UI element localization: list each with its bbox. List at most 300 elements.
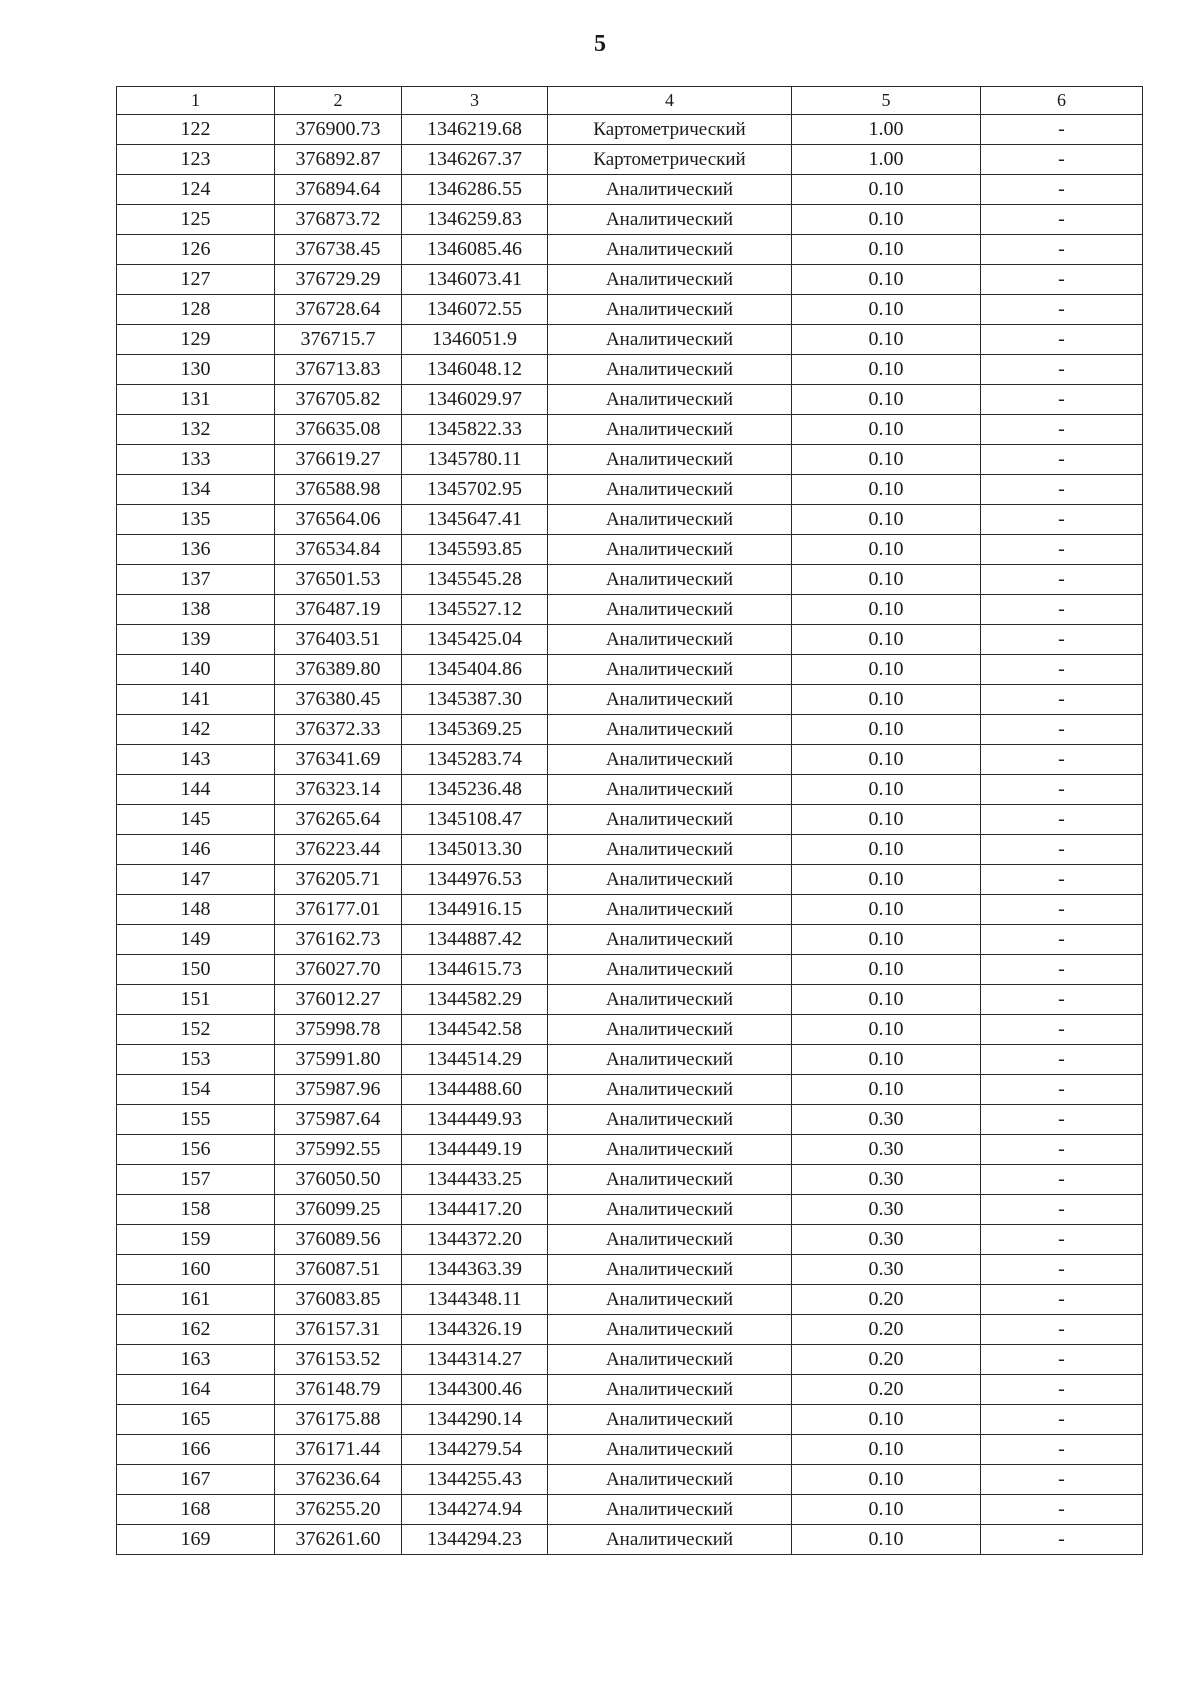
point-number-cell: 130 — [117, 355, 275, 385]
table-row — [117, 1525, 1143, 1555]
point-number-cell: 124 — [117, 175, 275, 205]
table-row — [117, 1285, 1143, 1315]
accuracy-cell: 0.10 — [792, 355, 981, 385]
table-row — [117, 775, 1143, 805]
point-number-cell: 162 — [117, 1315, 275, 1345]
table-row — [117, 715, 1143, 745]
point-number-cell: 128 — [117, 295, 275, 325]
note-cell: - — [981, 205, 1143, 235]
point-number-cell: 156 — [117, 1135, 275, 1165]
x-coordinate-cell: 376715.7 — [275, 325, 402, 355]
x-coordinate-cell: 376261.60 — [275, 1525, 402, 1555]
y-coordinate-cell: 1346073.41 — [402, 265, 548, 295]
table-row — [117, 625, 1143, 655]
method-cell: Аналитический — [548, 1375, 792, 1405]
method-cell: Аналитический — [548, 715, 792, 745]
method-cell: Аналитический — [548, 445, 792, 475]
column-header: 5 — [792, 87, 981, 115]
coordinates-table — [116, 86, 1143, 1555]
x-coordinate-cell: 376255.20 — [275, 1495, 402, 1525]
x-coordinate-cell: 376223.44 — [275, 835, 402, 865]
y-coordinate-cell: 1345647.41 — [402, 505, 548, 535]
note-cell: - — [981, 505, 1143, 535]
note-cell: - — [981, 1105, 1143, 1135]
point-number-cell: 154 — [117, 1075, 275, 1105]
note-cell: - — [981, 1465, 1143, 1495]
note-cell: - — [981, 415, 1143, 445]
table-row — [117, 1105, 1143, 1135]
method-cell: Аналитический — [548, 595, 792, 625]
table-row — [117, 535, 1143, 565]
note-cell: - — [981, 1015, 1143, 1045]
table-row — [117, 835, 1143, 865]
point-number-cell: 153 — [117, 1045, 275, 1075]
method-cell: Аналитический — [548, 1105, 792, 1135]
table-row — [117, 1195, 1143, 1225]
note-cell: - — [981, 595, 1143, 625]
x-coordinate-cell: 376099.25 — [275, 1195, 402, 1225]
method-cell: Аналитический — [548, 1525, 792, 1555]
y-coordinate-cell: 1345527.12 — [402, 595, 548, 625]
accuracy-cell: 0.10 — [792, 865, 981, 895]
x-coordinate-cell: 376403.51 — [275, 625, 402, 655]
note-cell: - — [981, 1315, 1143, 1345]
table-row — [117, 295, 1143, 325]
x-coordinate-cell: 375992.55 — [275, 1135, 402, 1165]
accuracy-cell: 0.10 — [792, 1045, 981, 1075]
table-row — [117, 1135, 1143, 1165]
accuracy-cell: 0.10 — [792, 475, 981, 505]
accuracy-cell: 0.10 — [792, 1015, 981, 1045]
accuracy-cell: 0.30 — [792, 1165, 981, 1195]
table-row — [117, 175, 1143, 205]
accuracy-cell: 0.10 — [792, 775, 981, 805]
accuracy-cell: 0.10 — [792, 1075, 981, 1105]
point-number-cell: 151 — [117, 985, 275, 1015]
note-cell: - — [981, 865, 1143, 895]
method-cell: Аналитический — [548, 625, 792, 655]
note-cell: - — [981, 1075, 1143, 1105]
method-cell: Аналитический — [548, 865, 792, 895]
accuracy-cell: 0.10 — [792, 625, 981, 655]
x-coordinate-cell: 376900.73 — [275, 115, 402, 145]
x-coordinate-cell: 375991.80 — [275, 1045, 402, 1075]
note-cell: - — [981, 1045, 1143, 1075]
y-coordinate-cell: 1344326.19 — [402, 1315, 548, 1345]
y-coordinate-cell: 1345425.04 — [402, 625, 548, 655]
y-coordinate-cell: 1344582.29 — [402, 985, 548, 1015]
y-coordinate-cell: 1344542.58 — [402, 1015, 548, 1045]
method-cell: Аналитический — [548, 835, 792, 865]
y-coordinate-cell: 1344514.29 — [402, 1045, 548, 1075]
note-cell: - — [981, 565, 1143, 595]
table-row — [117, 685, 1143, 715]
x-coordinate-cell: 376705.82 — [275, 385, 402, 415]
note-cell: - — [981, 1255, 1143, 1285]
y-coordinate-cell: 1346286.55 — [402, 175, 548, 205]
x-coordinate-cell: 376894.64 — [275, 175, 402, 205]
note-cell: - — [981, 1165, 1143, 1195]
note-cell: - — [981, 325, 1143, 355]
method-cell: Аналитический — [548, 505, 792, 535]
x-coordinate-cell: 376012.27 — [275, 985, 402, 1015]
point-number-cell: 148 — [117, 895, 275, 925]
accuracy-cell: 1.00 — [792, 145, 981, 175]
table-row — [117, 1375, 1143, 1405]
x-coordinate-cell: 376501.53 — [275, 565, 402, 595]
point-number-cell: 146 — [117, 835, 275, 865]
y-coordinate-cell: 1344449.93 — [402, 1105, 548, 1135]
x-coordinate-cell: 376265.64 — [275, 805, 402, 835]
x-coordinate-cell: 376153.52 — [275, 1345, 402, 1375]
column-header: 2 — [275, 87, 402, 115]
point-number-cell: 157 — [117, 1165, 275, 1195]
method-cell: Аналитический — [548, 1165, 792, 1195]
x-coordinate-cell: 376087.51 — [275, 1255, 402, 1285]
method-cell: Аналитический — [548, 775, 792, 805]
column-header: 1 — [117, 87, 275, 115]
accuracy-cell: 0.10 — [792, 325, 981, 355]
y-coordinate-cell: 1345387.30 — [402, 685, 548, 715]
x-coordinate-cell: 376205.71 — [275, 865, 402, 895]
note-cell: - — [981, 655, 1143, 685]
method-cell: Аналитический — [548, 655, 792, 685]
table-row — [117, 235, 1143, 265]
point-number-cell: 164 — [117, 1375, 275, 1405]
note-cell: - — [981, 475, 1143, 505]
table-row — [117, 1165, 1143, 1195]
y-coordinate-cell: 1344300.46 — [402, 1375, 548, 1405]
x-coordinate-cell: 376389.80 — [275, 655, 402, 685]
x-coordinate-cell: 376619.27 — [275, 445, 402, 475]
accuracy-cell: 0.10 — [792, 835, 981, 865]
x-coordinate-cell: 376729.29 — [275, 265, 402, 295]
method-cell: Аналитический — [548, 565, 792, 595]
point-number-cell: 136 — [117, 535, 275, 565]
note-cell: - — [981, 775, 1143, 805]
accuracy-cell: 0.20 — [792, 1285, 981, 1315]
accuracy-cell: 0.10 — [792, 445, 981, 475]
x-coordinate-cell: 376380.45 — [275, 685, 402, 715]
accuracy-cell: 0.20 — [792, 1315, 981, 1345]
accuracy-cell: 0.10 — [792, 955, 981, 985]
note-cell: - — [981, 1195, 1143, 1225]
y-coordinate-cell: 1344372.20 — [402, 1225, 548, 1255]
note-cell: - — [981, 1345, 1143, 1375]
method-cell: Аналитический — [548, 205, 792, 235]
x-coordinate-cell: 376236.64 — [275, 1465, 402, 1495]
note-cell: - — [981, 715, 1143, 745]
x-coordinate-cell: 376588.98 — [275, 475, 402, 505]
x-coordinate-cell: 376175.88 — [275, 1405, 402, 1435]
note-cell: - — [981, 1375, 1143, 1405]
table-row — [117, 1315, 1143, 1345]
method-cell: Аналитический — [548, 985, 792, 1015]
y-coordinate-cell: 1345369.25 — [402, 715, 548, 745]
note-cell: - — [981, 385, 1143, 415]
note-cell: - — [981, 625, 1143, 655]
y-coordinate-cell: 1346048.12 — [402, 355, 548, 385]
x-coordinate-cell: 376162.73 — [275, 925, 402, 955]
table-row — [117, 445, 1143, 475]
accuracy-cell: 0.30 — [792, 1135, 981, 1165]
accuracy-cell: 1.00 — [792, 115, 981, 145]
y-coordinate-cell: 1345780.11 — [402, 445, 548, 475]
accuracy-cell: 0.10 — [792, 505, 981, 535]
point-number-cell: 152 — [117, 1015, 275, 1045]
x-coordinate-cell: 376323.14 — [275, 775, 402, 805]
table-row — [117, 955, 1143, 985]
point-number-cell: 138 — [117, 595, 275, 625]
y-coordinate-cell: 1345236.48 — [402, 775, 548, 805]
table-body — [117, 87, 1143, 1555]
point-number-cell: 133 — [117, 445, 275, 475]
y-coordinate-cell: 1346219.68 — [402, 115, 548, 145]
method-cell: Аналитический — [548, 325, 792, 355]
note-cell: - — [981, 445, 1143, 475]
x-coordinate-cell: 376148.79 — [275, 1375, 402, 1405]
y-coordinate-cell: 1346267.37 — [402, 145, 548, 175]
point-number-cell: 168 — [117, 1495, 275, 1525]
y-coordinate-cell: 1345404.86 — [402, 655, 548, 685]
y-coordinate-cell: 1345822.33 — [402, 415, 548, 445]
y-coordinate-cell: 1346085.46 — [402, 235, 548, 265]
method-cell: Аналитический — [548, 1315, 792, 1345]
x-coordinate-cell: 376635.08 — [275, 415, 402, 445]
method-cell: Аналитический — [548, 1495, 792, 1525]
x-coordinate-cell: 376157.31 — [275, 1315, 402, 1345]
method-cell: Аналитический — [548, 685, 792, 715]
y-coordinate-cell: 1345545.28 — [402, 565, 548, 595]
point-number-cell: 150 — [117, 955, 275, 985]
x-coordinate-cell: 375987.64 — [275, 1105, 402, 1135]
y-coordinate-cell: 1345013.30 — [402, 835, 548, 865]
point-number-cell: 122 — [117, 115, 275, 145]
x-coordinate-cell: 376341.69 — [275, 745, 402, 775]
method-cell: Аналитический — [548, 415, 792, 445]
point-number-cell: 126 — [117, 235, 275, 265]
table-row — [117, 1255, 1143, 1285]
note-cell: - — [981, 145, 1143, 175]
point-number-cell: 167 — [117, 1465, 275, 1495]
point-number-cell: 143 — [117, 745, 275, 775]
method-cell: Аналитический — [548, 385, 792, 415]
point-number-cell: 134 — [117, 475, 275, 505]
point-number-cell: 135 — [117, 505, 275, 535]
method-cell: Аналитический — [548, 535, 792, 565]
point-number-cell: 161 — [117, 1285, 275, 1315]
x-coordinate-cell: 376534.84 — [275, 535, 402, 565]
y-coordinate-cell: 1346029.97 — [402, 385, 548, 415]
method-cell: Аналитический — [548, 805, 792, 835]
y-coordinate-cell: 1344433.25 — [402, 1165, 548, 1195]
method-cell: Аналитический — [548, 1345, 792, 1375]
y-coordinate-cell: 1344916.15 — [402, 895, 548, 925]
method-cell: Аналитический — [548, 1435, 792, 1465]
y-coordinate-cell: 1344887.42 — [402, 925, 548, 955]
method-cell: Аналитический — [548, 1255, 792, 1285]
accuracy-cell: 0.10 — [792, 1435, 981, 1465]
y-coordinate-cell: 1345702.95 — [402, 475, 548, 505]
accuracy-cell: 0.30 — [792, 1225, 981, 1255]
x-coordinate-cell: 376089.56 — [275, 1225, 402, 1255]
accuracy-cell: 0.10 — [792, 205, 981, 235]
table-row — [117, 115, 1143, 145]
table-row — [117, 1465, 1143, 1495]
table-row — [117, 985, 1143, 1015]
note-cell: - — [981, 955, 1143, 985]
x-coordinate-cell: 376171.44 — [275, 1435, 402, 1465]
point-number-cell: 123 — [117, 145, 275, 175]
note-cell: - — [981, 895, 1143, 925]
y-coordinate-cell: 1344363.39 — [402, 1255, 548, 1285]
y-coordinate-cell: 1344488.60 — [402, 1075, 548, 1105]
method-cell: Аналитический — [548, 295, 792, 325]
point-number-cell: 165 — [117, 1405, 275, 1435]
method-cell: Аналитический — [548, 355, 792, 385]
table-row — [117, 1405, 1143, 1435]
accuracy-cell: 0.10 — [792, 715, 981, 745]
note-cell: - — [981, 1495, 1143, 1525]
method-cell: Аналитический — [548, 1015, 792, 1045]
point-number-cell: 147 — [117, 865, 275, 895]
point-number-cell: 158 — [117, 1195, 275, 1225]
x-coordinate-cell: 375987.96 — [275, 1075, 402, 1105]
y-coordinate-cell: 1346051.9 — [402, 325, 548, 355]
accuracy-cell: 0.10 — [792, 175, 981, 205]
table-row — [117, 745, 1143, 775]
table-row — [117, 655, 1143, 685]
note-cell: - — [981, 1225, 1143, 1255]
accuracy-cell: 0.30 — [792, 1255, 981, 1285]
note-cell: - — [981, 295, 1143, 325]
note-cell: - — [981, 535, 1143, 565]
table-row — [117, 1435, 1143, 1465]
note-cell: - — [981, 745, 1143, 775]
table-row — [117, 805, 1143, 835]
point-number-cell: 159 — [117, 1225, 275, 1255]
note-cell: - — [981, 1285, 1143, 1315]
method-cell: Аналитический — [548, 895, 792, 925]
x-coordinate-cell: 376050.50 — [275, 1165, 402, 1195]
column-header: 4 — [548, 87, 792, 115]
y-coordinate-cell: 1344449.19 — [402, 1135, 548, 1165]
accuracy-cell: 0.20 — [792, 1375, 981, 1405]
table-row — [117, 1495, 1143, 1525]
note-cell: - — [981, 985, 1143, 1015]
y-coordinate-cell: 1344314.27 — [402, 1345, 548, 1375]
accuracy-cell: 0.30 — [792, 1195, 981, 1225]
point-number-cell: 127 — [117, 265, 275, 295]
method-cell: Аналитический — [548, 925, 792, 955]
x-coordinate-cell: 376892.87 — [275, 145, 402, 175]
x-coordinate-cell: 376728.64 — [275, 295, 402, 325]
accuracy-cell: 0.10 — [792, 235, 981, 265]
accuracy-cell: 0.10 — [792, 895, 981, 925]
point-number-cell: 144 — [117, 775, 275, 805]
table-row — [117, 925, 1143, 955]
note-cell: - — [981, 1405, 1143, 1435]
accuracy-cell: 0.10 — [792, 1465, 981, 1495]
accuracy-cell: 0.10 — [792, 745, 981, 775]
table-row — [117, 1225, 1143, 1255]
note-cell: - — [981, 115, 1143, 145]
y-coordinate-cell: 1344417.20 — [402, 1195, 548, 1225]
table-row — [117, 895, 1143, 925]
table-row — [117, 475, 1143, 505]
accuracy-cell: 0.20 — [792, 1345, 981, 1375]
x-coordinate-cell: 376564.06 — [275, 505, 402, 535]
accuracy-cell: 0.30 — [792, 1105, 981, 1135]
table-row — [117, 565, 1143, 595]
x-coordinate-cell: 376177.01 — [275, 895, 402, 925]
x-coordinate-cell: 376372.33 — [275, 715, 402, 745]
point-number-cell: 132 — [117, 415, 275, 445]
method-cell: Аналитический — [548, 1075, 792, 1105]
note-cell: - — [981, 235, 1143, 265]
y-coordinate-cell: 1344255.43 — [402, 1465, 548, 1495]
x-coordinate-cell: 376083.85 — [275, 1285, 402, 1315]
note-cell: - — [981, 355, 1143, 385]
note-cell: - — [981, 805, 1143, 835]
table-header-row — [117, 87, 1143, 115]
accuracy-cell: 0.10 — [792, 985, 981, 1015]
table-row — [117, 265, 1143, 295]
method-cell: Аналитический — [548, 475, 792, 505]
y-coordinate-cell: 1345283.74 — [402, 745, 548, 775]
accuracy-cell: 0.10 — [792, 265, 981, 295]
method-cell: Аналитический — [548, 175, 792, 205]
point-number-cell: 169 — [117, 1525, 275, 1555]
method-cell: Аналитический — [548, 1135, 792, 1165]
x-coordinate-cell: 376487.19 — [275, 595, 402, 625]
accuracy-cell: 0.10 — [792, 295, 981, 325]
table-row — [117, 595, 1143, 625]
point-number-cell: 142 — [117, 715, 275, 745]
column-header: 3 — [402, 87, 548, 115]
point-number-cell: 149 — [117, 925, 275, 955]
x-coordinate-cell: 376027.70 — [275, 955, 402, 985]
table-row — [117, 865, 1143, 895]
x-coordinate-cell: 375998.78 — [275, 1015, 402, 1045]
x-coordinate-cell: 376738.45 — [275, 235, 402, 265]
y-coordinate-cell: 1344290.14 — [402, 1405, 548, 1435]
table-row — [117, 145, 1143, 175]
method-cell: Аналитический — [548, 265, 792, 295]
page-number: 5 — [594, 31, 606, 57]
accuracy-cell: 0.10 — [792, 1405, 981, 1435]
point-number-cell: 139 — [117, 625, 275, 655]
table-row — [117, 385, 1143, 415]
table-row — [117, 505, 1143, 535]
point-number-cell: 145 — [117, 805, 275, 835]
accuracy-cell: 0.10 — [792, 385, 981, 415]
point-number-cell: 155 — [117, 1105, 275, 1135]
point-number-cell: 137 — [117, 565, 275, 595]
y-coordinate-cell: 1344976.53 — [402, 865, 548, 895]
note-cell: - — [981, 685, 1143, 715]
note-cell: - — [981, 175, 1143, 205]
accuracy-cell: 0.10 — [792, 1525, 981, 1555]
y-coordinate-cell: 1345108.47 — [402, 805, 548, 835]
accuracy-cell: 0.10 — [792, 415, 981, 445]
method-cell: Аналитический — [548, 745, 792, 775]
x-coordinate-cell: 376713.83 — [275, 355, 402, 385]
accuracy-cell: 0.10 — [792, 685, 981, 715]
table-row — [117, 355, 1143, 385]
accuracy-cell: 0.10 — [792, 595, 981, 625]
note-cell: - — [981, 265, 1143, 295]
